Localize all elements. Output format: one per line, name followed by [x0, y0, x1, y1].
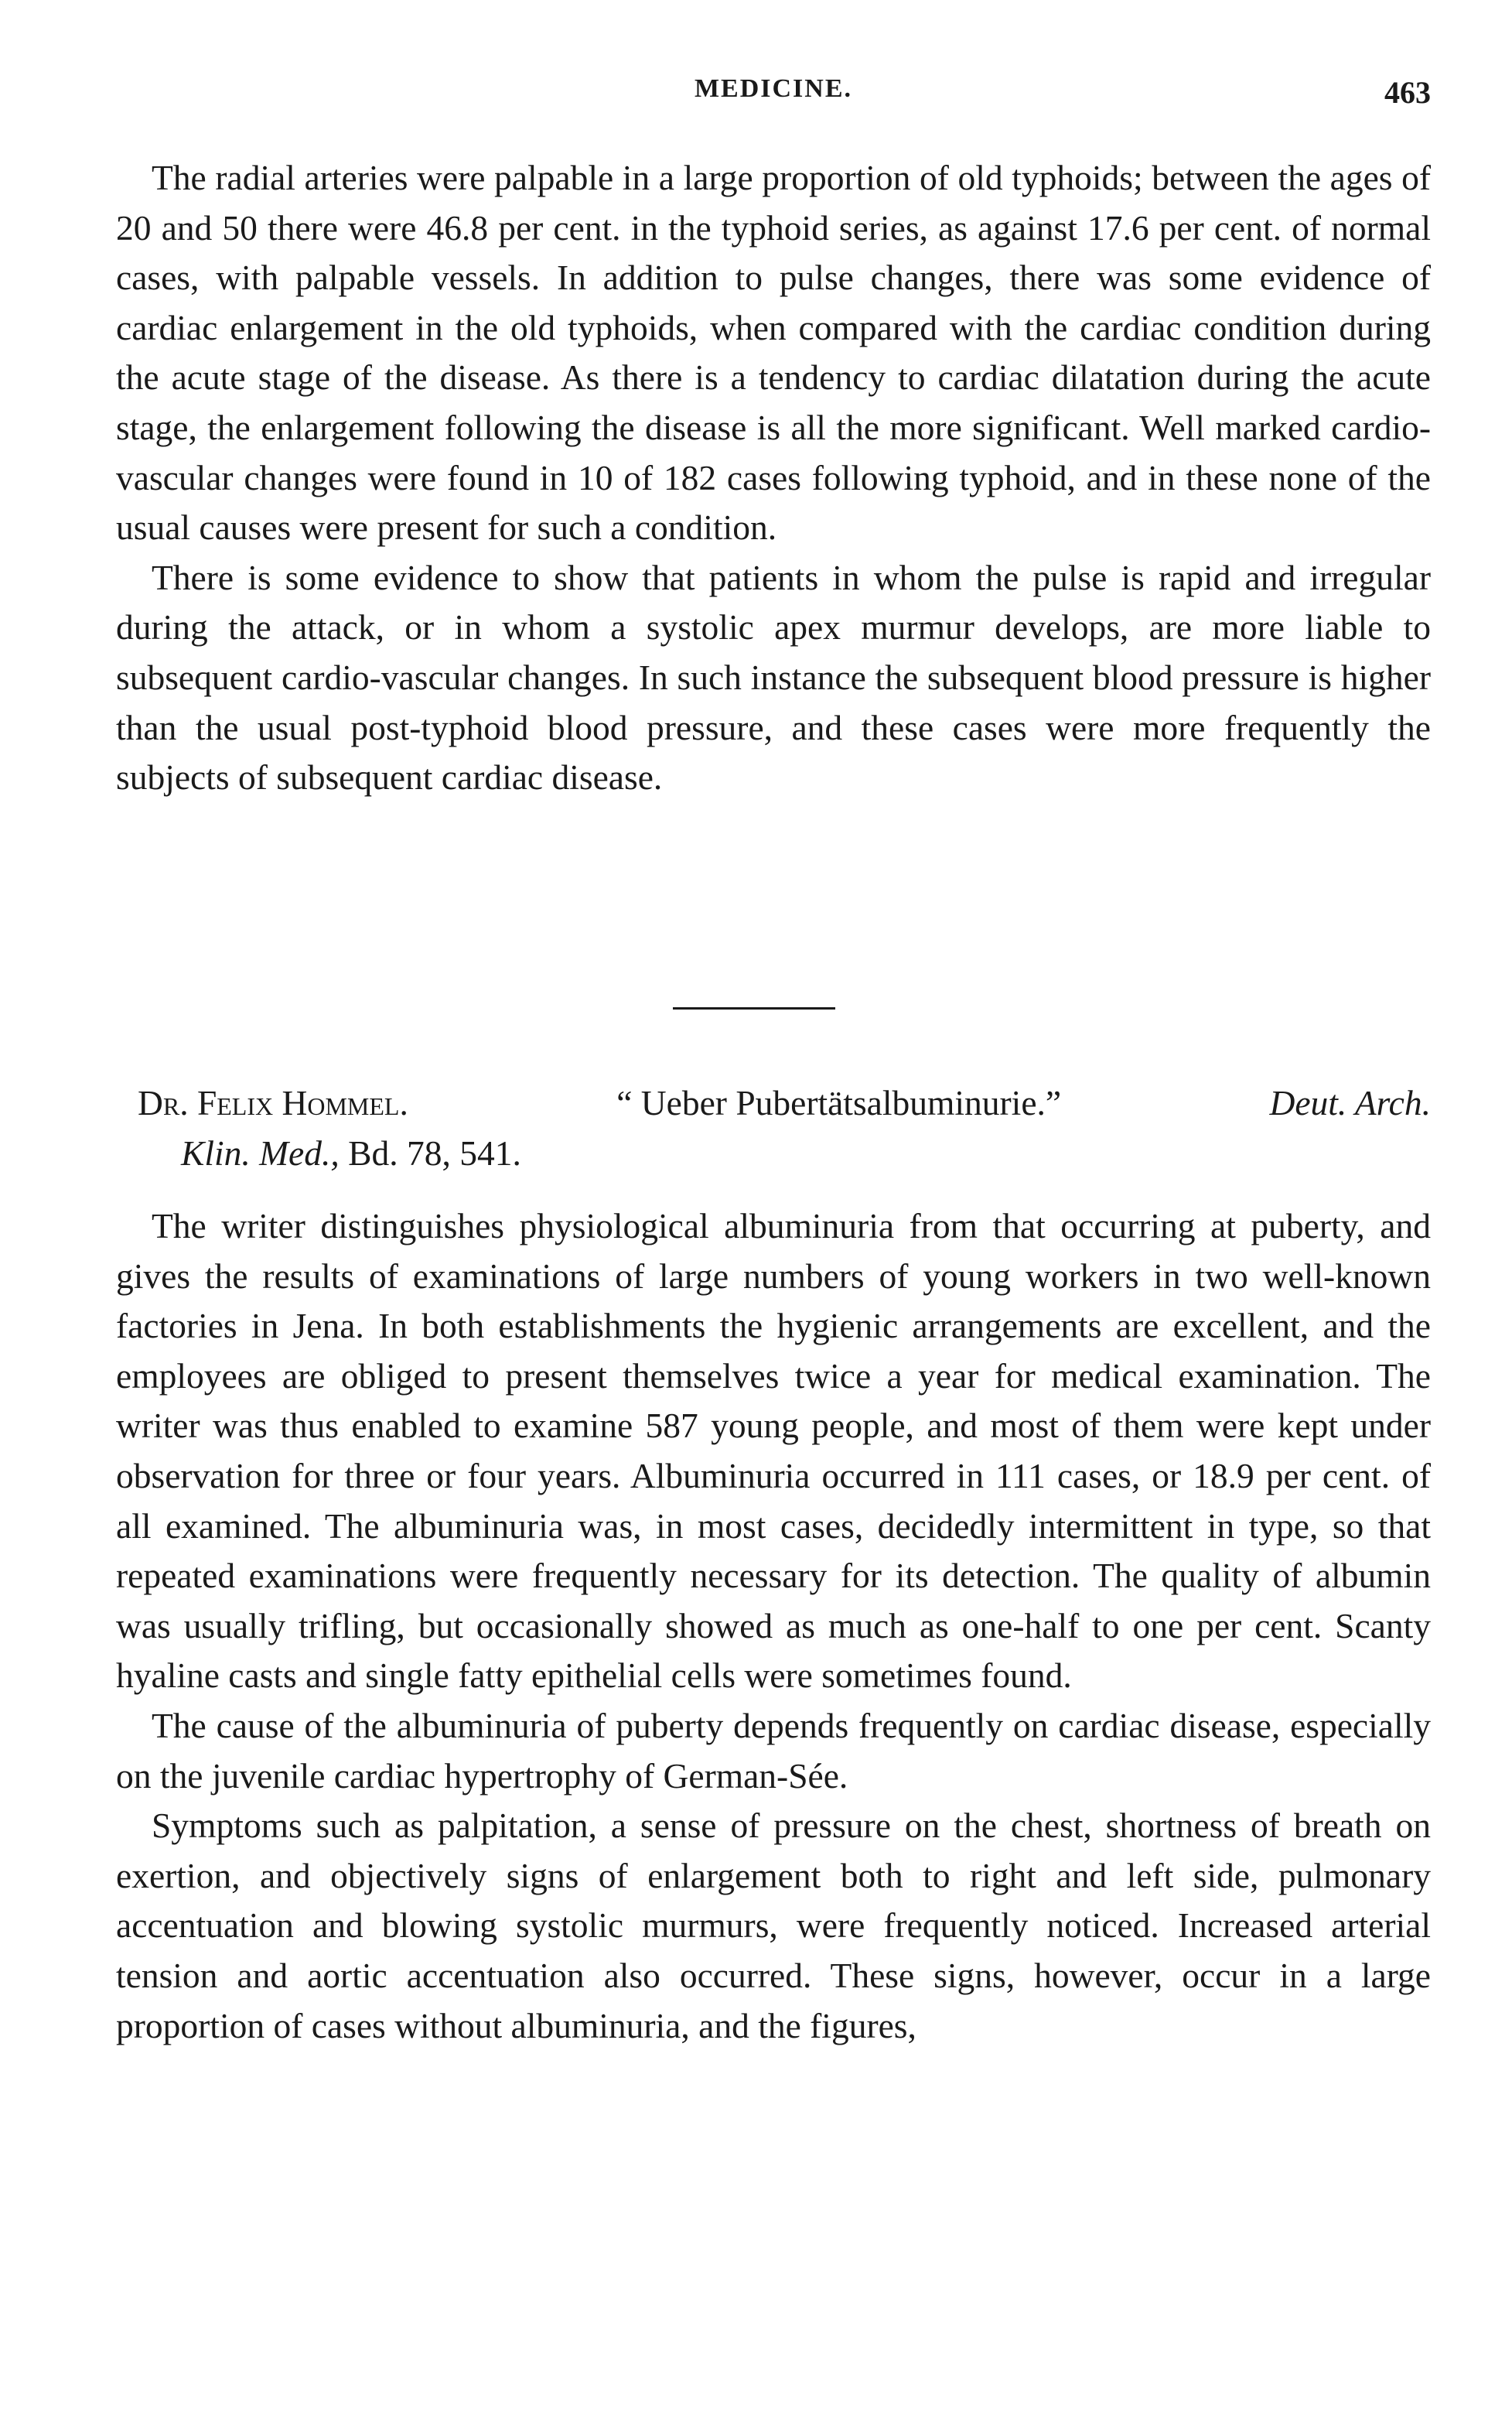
paragraph: The cause of the albuminuria of puberty depends frequently on cardiac disease, especially on the juvenile cardiac hypertrophy of German-Sée.	[116, 1705, 1431, 1796]
paragraph: Symptoms such as palpitation, a sense of pressure on the chest, shortness of breath on exertion, and objectively signs of enlargement both to right and left side, pulmonary accentuation and blowing systolic murmurs, were frequently noticed. Increased arterial tension and aortic accentuation also occurred. These signs, however, occur in a large proportion of cases without albuminuria, and the figures,	[116, 1806, 1431, 2045]
reference-journal: Deut. Arch.	[1269, 1083, 1431, 1122]
running-head	[116, 74, 1431, 121]
section-2-body	[116, 1201, 1431, 2051]
reference-line-2	[116, 1129, 1431, 1179]
paragraph: The writer distinguishes physiological albuminuria from that occurring at puberty, and gives the results of examinations of large numbers of young workers in two well-known factories in Jena. In both establishments the hygienic arrangements are excellent, and the employees are obliged to present themselves twice a year for medical examination. The writer was thus enabled to examine 587 young people, and most of them were kept under observation for three or four years. Albuminuria occurred in 111 cases, or 18.9 per cent. of all examined. The albuminuria was, in most cases, decidedly intermittent in type, so that repeated examinations were frequently necessary for its detection. The quality of albumin was usually trifling, but occasionally showed as much as one-half to one per cent. Scanty hyaline casts and single fatty epithelial cells were sometimes found.	[116, 1206, 1431, 1696]
reference-author: Dr. Felix Hommel.	[138, 1083, 408, 1122]
paragraph: The radial arteries were palpable in a large proportion of old typhoids; between the ages of 20 and 50 there were 46.8 per cent. in the typhoid series, as against 17.6 per cent. of normal cases, with palpable vessels. In addition to pulse changes, there was some evidence of cardiac enlargement in the old typhoids, when compared with the cardiac condition during the acute stage of the disease. As there is a tendency to cardiac dilatation during the acute stage, the enlargement following the disease is all the more significant. Well marked cardio-vascular changes were found in 10 of 182 cases following typhoid, and in these none of the usual causes were present for such a condition.	[116, 158, 1431, 548]
section-1-body	[116, 153, 1431, 803]
running-title: MEDICINE.	[694, 74, 853, 103]
reference-title: “ Ueber Pubertätsalbuminurie.”	[616, 1083, 1062, 1122]
reference-volume: Bd. 78, 541.	[348, 1133, 521, 1173]
page-number: 463	[1384, 75, 1431, 110]
paragraph: There is some evidence to show that patients in whom the pulse is rapid and irregular during the attack, or in whom a systolic apex murmur develops, are more liable to subsequent cardio-vascular changes. In such instance the subsequent blood pressure is higher than the usual post-typhoid blood pressure, and these cases were more frequently the subjects of subsequent cardiac disease.	[116, 557, 1431, 798]
reference-line-1	[116, 1078, 1431, 1129]
reference-journal-continued: Klin. Med.,	[181, 1133, 340, 1173]
article-reference	[116, 1078, 1431, 1178]
section-divider-rule	[673, 1007, 835, 1010]
